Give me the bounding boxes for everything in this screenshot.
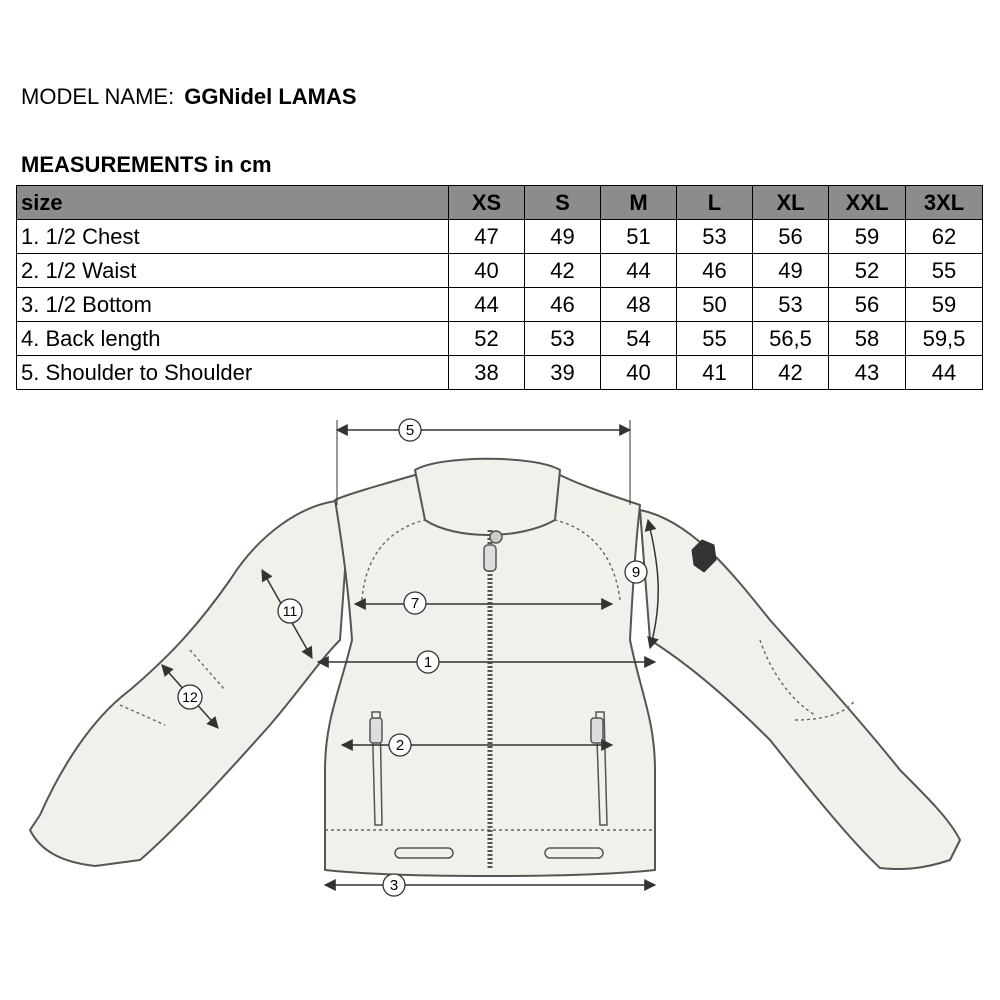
model-name-line [21,84,357,110]
table-cell: 46 [525,288,601,322]
row-label: 3. 1/2 Bottom [17,288,449,322]
table-cell: 48 [601,288,677,322]
marker-1 [417,651,439,673]
table-cell: 56,5 [753,322,829,356]
table-cell: 56 [829,288,906,322]
table-cell: 53 [753,288,829,322]
table-cell: 55 [906,254,983,288]
table-row [17,322,983,356]
table-cell: 44 [906,356,983,390]
marker-9 [625,561,647,583]
table-cell: 38 [449,356,525,390]
table-cell: 58 [829,322,906,356]
header-l: L [677,186,753,220]
table-cell: 54 [601,322,677,356]
marker-1-label: 1 [423,654,433,671]
marker-2-label: 2 [395,737,405,754]
measurements-title: MEASUREMENTS in cm [21,152,272,177]
jacket-outline [30,459,960,876]
marker-11 [278,599,302,623]
model-name-value: GGNidel LAMAS [184,84,357,109]
header-xl: XL [753,186,829,220]
table-cell: 43 [829,356,906,390]
table-cell: 40 [449,254,525,288]
marker-5-label: 5 [405,422,415,439]
table-cell: 49 [525,220,601,254]
marker-11-label: 11 [282,603,298,619]
table-cell: 41 [677,356,753,390]
row-label: 1. 1/2 Chest [17,220,449,254]
table-cell: 62 [906,220,983,254]
header-xxl: XXL [829,186,906,220]
table-cell: 59 [829,220,906,254]
table-cell: 49 [753,254,829,288]
jacket-diagram [0,405,1000,905]
table-cell: 53 [677,220,753,254]
table-cell: 52 [449,322,525,356]
marker-2 [389,734,411,756]
table-cell: 44 [449,288,525,322]
marker-7 [404,592,426,614]
table-row [17,356,983,390]
table-cell: 59,5 [906,322,983,356]
marker-7-label: 7 [410,595,420,612]
table-cell: 52 [829,254,906,288]
table-row [17,254,983,288]
table-cell: 59 [906,288,983,322]
row-label: 2. 1/2 Waist [17,254,449,288]
table-cell: 51 [601,220,677,254]
table-cell: 39 [525,356,601,390]
size-table [16,185,983,390]
size-table-header [17,186,983,220]
model-name-label: MODEL NAME: [21,84,175,109]
table-cell: 46 [677,254,753,288]
table-cell: 56 [753,220,829,254]
marker-3 [383,874,405,896]
row-label: 4. Back length [17,322,449,356]
marker-9-label: 9 [631,564,641,581]
marker-12 [178,685,202,709]
header-3xl: 3XL [906,186,983,220]
marker-3-label: 3 [389,877,399,894]
table-row [17,288,983,322]
header-s: S [525,186,601,220]
header-xs: XS [449,186,525,220]
header-m: M [601,186,677,220]
table-cell: 42 [753,356,829,390]
table-cell: 50 [677,288,753,322]
table-cell: 53 [525,322,601,356]
table-cell: 42 [525,254,601,288]
marker-12-label: 12 [182,689,198,705]
table-cell: 47 [449,220,525,254]
table-cell: 55 [677,322,753,356]
marker-5 [399,419,421,441]
table-cell: 44 [601,254,677,288]
header-size: size [17,186,449,220]
table-row [17,220,983,254]
row-label: 5. Shoulder to Shoulder [17,356,449,390]
table-cell: 40 [601,356,677,390]
